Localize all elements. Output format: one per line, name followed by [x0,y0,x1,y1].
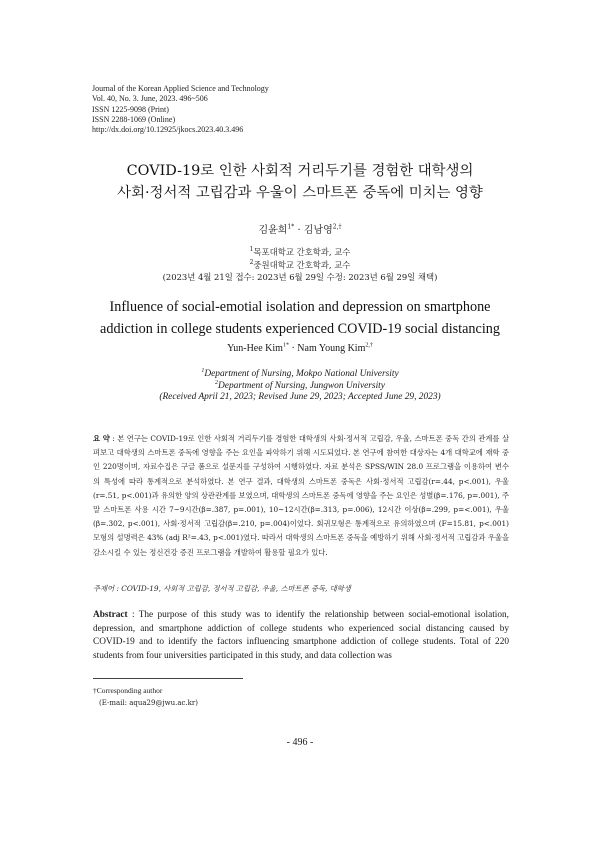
title-korean [40,160,560,204]
author2-mark-en: 2,† [365,342,373,349]
title-english [40,296,560,340]
dates-ko: (2023년 4월 21일 접수: 2023년 6월 29일 수정: 2023년 6월 29일 채택) [162,272,438,282]
keywords-korean: 주제어 : COVID-19, 사회적 고립감, 정서적 고립감, 우울, 스마트폰 중독, 대학생 [93,584,351,593]
authors-korean [40,221,560,236]
page-number: - 496 - [286,737,314,748]
aff1-mark-ko: 1 [249,246,254,254]
footnote-divider [93,678,243,679]
abstract-korean-body: : 본 연구는 COVID-19로 인한 사회적 거리두기를 경험한 대학생의 사회·정서적 고립감, 우울, 스마트폰 중독 간의 관계를 살펴보고 대학생의 스마트폰 중독에 영향을 주는 요인을 파악하기 위해 시도되었다. 본 연구에 참여한 대상자는 4개 대학교에 재학 중인 220명이며, 자료수집은 구글 폼으로 설문지를 구성하여 시행하였다. 자료 분석은 SPSS/WIN 28.0 프로그램을 이용하여 변수의 특성에 따라 통계적으로 분석하였다. 본 연구 결과, 대학생의 스마트폰 중독은 사회·정서적 고립감(r=.44, p<.001), 우울(r=.51, p<.001)과 유의한 양의 상관관계를 보였으며, 대학생의 스마트폰 중독에 영향을 주는 요인은 성별(β=.176, p=.001), 주말 스마트폰 사용 시간 7~9시간(β=.387, p=.001), 10~12시간(β=.313, p=.006), 12시간 이상(β=.299, p=<.001), 우울(β=.302, p<.001), 사회·정서적 고립감(β=.210, p=.004)이었다. 회귀모형은 통계적으로 유의하였으며 (F=15.81, p<.001) 모형의 설명력은 43% (adj R²=.43, p<.001)였다. 따라서 대학생의 스마트폰 중독을 예방하기 위해 사회·정서적 고립감과 우울을 감소시킬 수 있는 정신건강 증진 프로그램을 개발하여 활용할 필요가 있다. [93,434,510,557]
affiliation1-ko [40,246,560,259]
journal-volume: Vol. 40, No. 3. June, 2023. 496~506 [92,94,208,104]
corresponding-author-note: †Corresponding author [93,686,163,695]
title-english-line1: Influence of social-emotial isolation and depression on smartphone [109,299,491,315]
author2-mark-ko: 2,† [332,223,342,231]
abstract-english-body: : The purpose of this study was to identify the relationship between social-emotional isolation, depression, and smartphone addiction of college students who experienced social distancing caused by COVID-19 and to identify the factors influencing smartphone addiction of college students. Total of 220 students from four universities participated in this study, and data collection was [93,610,510,661]
affiliation1-en [40,369,560,381]
corresponding-email[interactable]: (E-mail: aqua29@jwu.ac.kr) [99,699,198,707]
author-separator-ko: · [294,225,304,236]
affiliations-korean [40,246,560,284]
affiliations-english [40,369,560,404]
aff2-text-en: Department of Nursing, Jungwon University [218,380,385,391]
aff2-mark-en: 2 [215,379,219,386]
author1-mark-ko: 1* [287,223,295,231]
title-korean-line2: 사회·정서적 고립감과 우울이 스마트폰 중독에 미치는 영향 [117,185,483,201]
abstract-korean-label: 요 약 [93,434,110,443]
author1-name-ko: 김윤희 [258,225,288,236]
aff1-mark-en: 1 [201,367,205,374]
journal-info [92,84,512,135]
author1-mark-en: 1* [282,342,289,349]
footnote [93,684,198,710]
aff1-text-en: Department of Nursing, Mokpo National University [204,369,399,379]
author-separator-en: · [288,343,298,354]
abstract-english [93,609,509,663]
author1-name-en: Yun-Hee Kim [227,343,283,354]
affiliation2-en [40,381,560,393]
aff2-mark-ko: 2 [249,258,254,266]
author2-name-ko: 김남영 [303,225,333,236]
issn-online: ISSN 2288-1069 (Online) [92,114,176,124]
journal-name: Journal of the Korean Applied Science and Technology [92,84,269,93]
abstract-english-label: Abstract [93,610,128,620]
author2-name-en: Nam Young Kim [297,343,366,354]
abstract-korean [93,432,509,560]
aff2-text-ko: 중원대학교 간호학과, 교수 [253,259,351,270]
issn-print: ISSN 1225-9098 (Print) [92,104,169,114]
affiliation2-ko [40,259,560,272]
title-english-line2: addiction in college students experienced COVID-19 social distancing [100,321,500,337]
aff1-text-ko: 목포대학교 간호학과, 교수 [253,247,351,257]
authors-english [40,343,560,354]
dates-en: (Received April 21, 2023; Revised June 29, 2023; Accepted June 29, 2023) [159,392,441,402]
doi-link[interactable]: http://dx.doi.org/10.12925/jkocs.2023.40.3.496 [92,125,244,135]
title-korean-line1: COVID-19로 인한 사회적 거리두기를 경험한 대학생의 [126,163,474,179]
